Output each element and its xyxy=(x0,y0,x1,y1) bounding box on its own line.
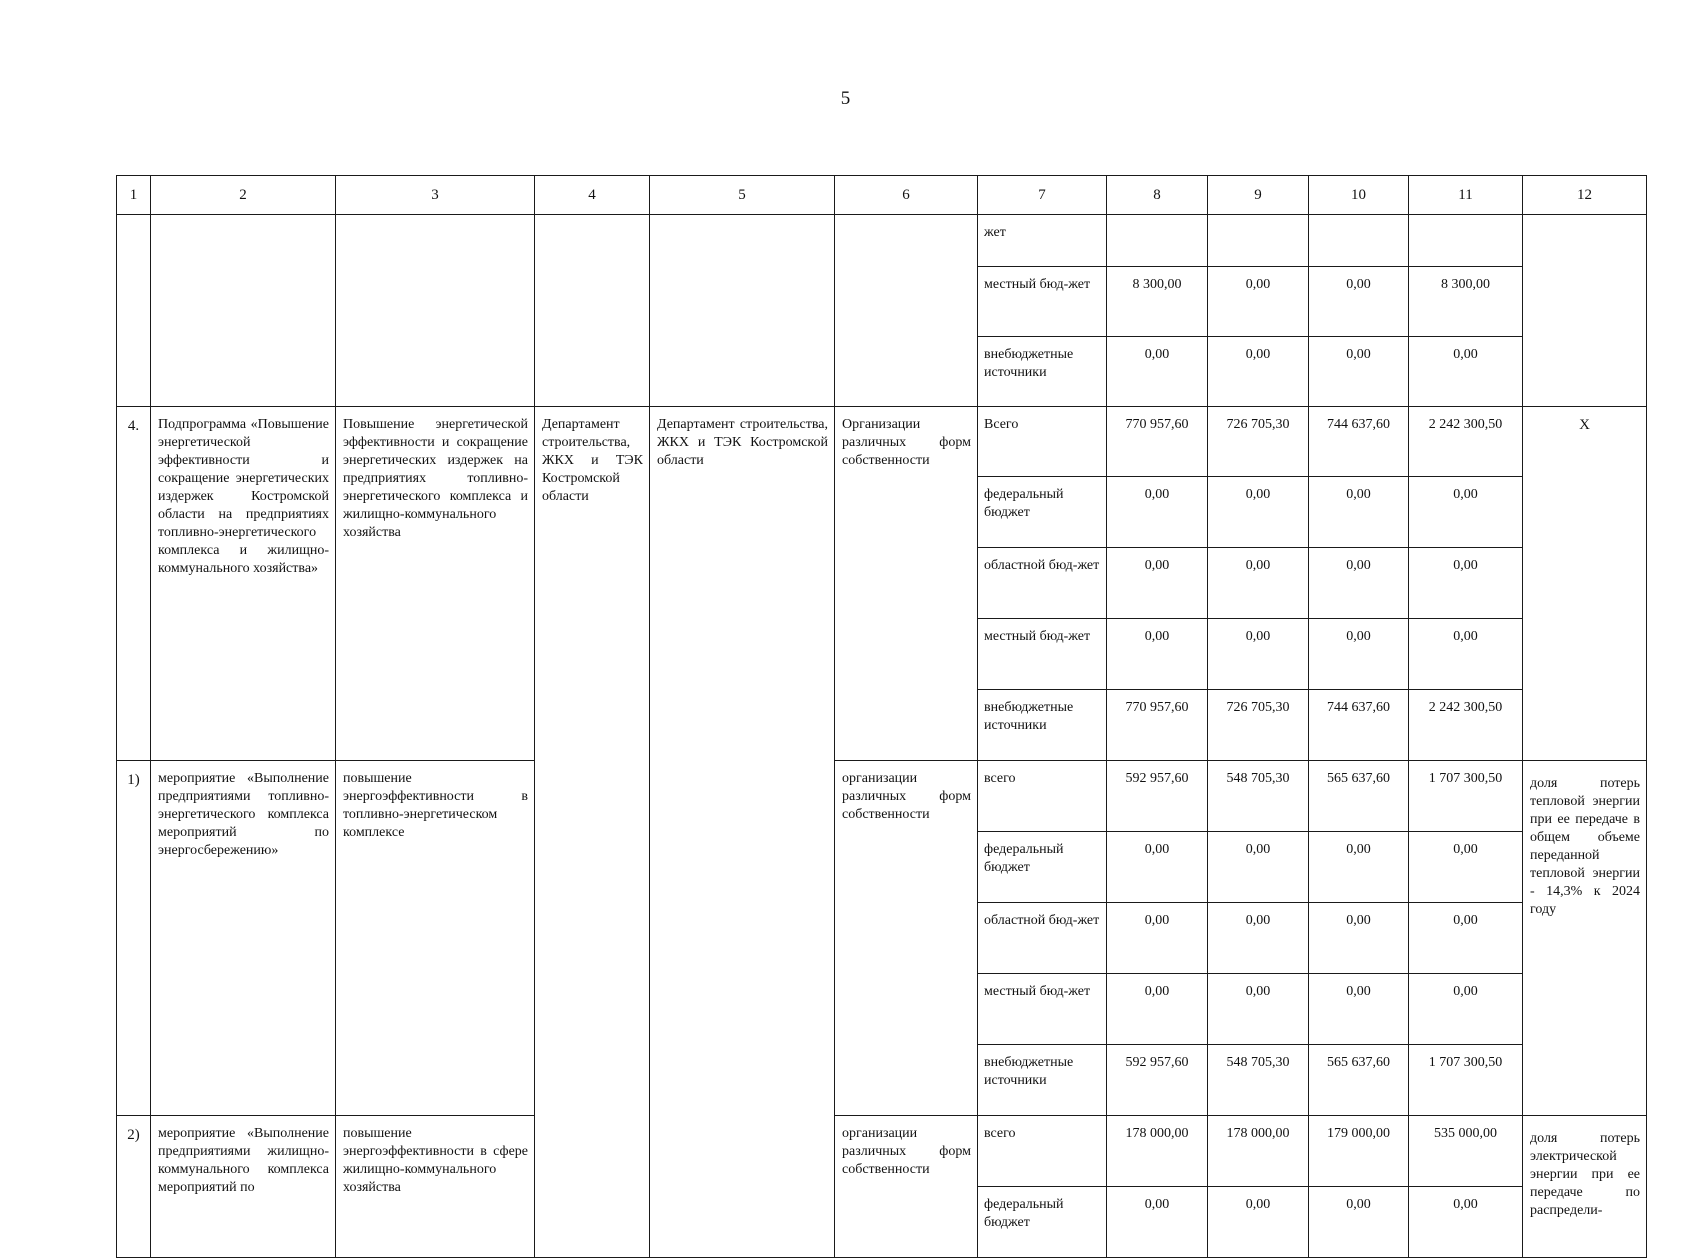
funding-source-cell: местный бюд-жет xyxy=(978,267,1107,337)
value-cell: 548 705,30 xyxy=(1208,761,1309,832)
header-cell: 11 xyxy=(1409,176,1523,215)
value-cell: 0,00 xyxy=(1208,1187,1309,1258)
header-cell: 9 xyxy=(1208,176,1309,215)
value-cell: 0,00 xyxy=(1309,903,1409,974)
value-cell xyxy=(1309,215,1409,267)
row-number-cell: 1) xyxy=(117,761,151,1116)
value-cell: 0,00 xyxy=(1107,548,1208,619)
value-cell: 565 637,60 xyxy=(1309,1045,1409,1116)
funding-source-cell: федеральный бюджет xyxy=(978,1187,1107,1258)
value-cell: 770 957,60 xyxy=(1107,407,1208,477)
goal-cell xyxy=(336,215,535,407)
table-row xyxy=(117,1116,1647,1187)
header-cell: 2 xyxy=(151,176,336,215)
value-cell: 0,00 xyxy=(1309,477,1409,548)
value-cell: 0,00 xyxy=(1409,477,1523,548)
value-cell: 0,00 xyxy=(1107,337,1208,407)
value-cell: 0,00 xyxy=(1208,548,1309,619)
value-cell: 535 000,00 xyxy=(1409,1116,1523,1187)
value-cell: 8 300,00 xyxy=(1107,267,1208,337)
funding-source-cell: федеральный бюджет xyxy=(978,832,1107,903)
value-cell: 179 000,00 xyxy=(1309,1116,1409,1187)
value-cell: 0,00 xyxy=(1208,619,1309,690)
header-cell: 5 xyxy=(650,176,835,215)
value-cell: 8 300,00 xyxy=(1409,267,1523,337)
header-cell: 3 xyxy=(336,176,535,215)
value-cell: 0,00 xyxy=(1107,619,1208,690)
value-cell: 178 000,00 xyxy=(1208,1116,1309,1187)
goal-cell: повышение энергоэффективности в топливно-энергетическом комплексе xyxy=(336,761,535,1116)
value-cell: 2 242 300,50 xyxy=(1409,690,1523,761)
indicator-cell: доля потерь тепловой энергии при ее передаче в общем объеме переданной тепловой энергии - 14,3% к 2024 году xyxy=(1523,761,1647,1116)
value-cell: 0,00 xyxy=(1208,267,1309,337)
value-cell xyxy=(1208,215,1309,267)
page-number: 5 xyxy=(840,88,851,109)
value-cell: 0,00 xyxy=(1409,903,1523,974)
value-cell: 0,00 xyxy=(1409,548,1523,619)
participants-cell xyxy=(835,215,978,407)
funding-source-cell: внебюджетные источники xyxy=(978,337,1107,407)
participants-cell: организации различных форм собственности xyxy=(835,761,978,1116)
value-cell: 548 705,30 xyxy=(1208,1045,1309,1116)
value-cell: 0,00 xyxy=(1107,974,1208,1045)
participants-cell: организации различных форм собственности xyxy=(835,1116,978,1258)
value-cell xyxy=(1107,215,1208,267)
funding-source-cell: областной бюд-жет xyxy=(978,903,1107,974)
value-cell: 592 957,60 xyxy=(1107,761,1208,832)
funding-source-cell: местный бюд-жет xyxy=(978,974,1107,1045)
funding-source-cell: местный бюд-жет xyxy=(978,619,1107,690)
value-cell: 726 705,30 xyxy=(1208,690,1309,761)
value-cell: 0,00 xyxy=(1309,974,1409,1045)
value-cell: 770 957,60 xyxy=(1107,690,1208,761)
value-cell: 0,00 xyxy=(1409,337,1523,407)
value-cell: 0,00 xyxy=(1409,974,1523,1045)
name-cell: мероприятие «Выполнение предприятиями топливно-энергетического комплекса мероприятий по энергосбережению» xyxy=(151,761,336,1116)
table-row xyxy=(117,215,1647,267)
executor-cell: Департамент строительства, ЖКХ и ТЭК Костромской области xyxy=(650,407,835,1258)
header-row xyxy=(117,176,1647,215)
value-cell: 0,00 xyxy=(1208,477,1309,548)
value-cell: 0,00 xyxy=(1309,832,1409,903)
value-cell: 1 707 300,50 xyxy=(1409,761,1523,832)
value-cell: 0,00 xyxy=(1309,1187,1409,1258)
program-finance-table xyxy=(116,175,1647,1258)
value-cell: 2 242 300,50 xyxy=(1409,407,1523,477)
responsible-cell: Департамент строительства, ЖКХ и ТЭК Костромской области xyxy=(535,407,650,1258)
header-cell: 1 xyxy=(117,176,151,215)
row-number-cell: 2) xyxy=(117,1116,151,1258)
header-cell: 8 xyxy=(1107,176,1208,215)
funding-source-cell: областной бюд-жет xyxy=(978,548,1107,619)
goal-cell: Повышение энергетической эффективности и сокращение энергетических издержек на предприятиях топливно-энергетического комплекса и жилищно-коммунального хозяйства xyxy=(336,407,535,761)
funding-source-cell: Всего xyxy=(978,407,1107,477)
value-cell: 0,00 xyxy=(1208,974,1309,1045)
value-cell: 0,00 xyxy=(1107,1187,1208,1258)
header-cell: 12 xyxy=(1523,176,1647,215)
value-cell: 1 707 300,50 xyxy=(1409,1045,1523,1116)
funding-source-cell: внебюджетные источники xyxy=(978,1045,1107,1116)
value-cell: 726 705,30 xyxy=(1208,407,1309,477)
value-cell: 0,00 xyxy=(1107,832,1208,903)
value-cell: 178 000,00 xyxy=(1107,1116,1208,1187)
responsible-cell xyxy=(535,215,650,407)
value-cell: 565 637,60 xyxy=(1309,761,1409,832)
table-row xyxy=(117,407,1647,477)
goal-cell: повышение энергоэффективности в сфере жилищно-коммунального хозяйства xyxy=(336,1116,535,1258)
value-cell: 0,00 xyxy=(1208,903,1309,974)
participants-cell: Организации различных форм собственности xyxy=(835,407,978,761)
header-cell: 6 xyxy=(835,176,978,215)
funding-source-cell: всего xyxy=(978,761,1107,832)
funding-source-cell: федеральный бюджет xyxy=(978,477,1107,548)
value-cell: 0,00 xyxy=(1208,832,1309,903)
name-cell: Подпрограмма «Повышение энергетической эффективности и сокращение энергетических издержек Костромской области на предприятиях топливно-энергетического комплекса и жилищно-коммунального хозяйства» xyxy=(151,407,336,761)
header-cell: 7 xyxy=(978,176,1107,215)
table-row xyxy=(117,761,1647,832)
value-cell: 0,00 xyxy=(1107,477,1208,548)
funding-source-cell: внебюджетные источники xyxy=(978,690,1107,761)
value-cell: 744 637,60 xyxy=(1309,690,1409,761)
value-cell: 0,00 xyxy=(1309,548,1409,619)
value-cell: 0,00 xyxy=(1309,337,1409,407)
value-cell: 744 637,60 xyxy=(1309,407,1409,477)
value-cell: 0,00 xyxy=(1409,619,1523,690)
funding-source-cell: всего xyxy=(978,1116,1107,1187)
executor-cell xyxy=(650,215,835,407)
value-cell: 592 957,60 xyxy=(1107,1045,1208,1116)
value-cell: 0,00 xyxy=(1309,619,1409,690)
indicator-cell: доля потерь электрической энергии при ее передаче по распредели- xyxy=(1523,1116,1647,1258)
row-number-cell xyxy=(117,215,151,407)
header-cell: 4 xyxy=(535,176,650,215)
funding-source-cell: жет xyxy=(978,215,1107,267)
row-number-cell: 4. xyxy=(117,407,151,761)
value-cell xyxy=(1409,215,1523,267)
value-cell: 0,00 xyxy=(1409,832,1523,903)
name-cell: мероприятие «Выполнение предприятиями жилищно-коммунального комплекса мероприятий по xyxy=(151,1116,336,1258)
header-cell: 10 xyxy=(1309,176,1409,215)
value-cell: 0,00 xyxy=(1208,337,1309,407)
indicator-cell xyxy=(1523,215,1647,407)
name-cell xyxy=(151,215,336,407)
value-cell: 0,00 xyxy=(1309,267,1409,337)
value-cell: 0,00 xyxy=(1409,1187,1523,1258)
value-cell: 0,00 xyxy=(1107,903,1208,974)
indicator-cell: Х xyxy=(1523,407,1647,761)
